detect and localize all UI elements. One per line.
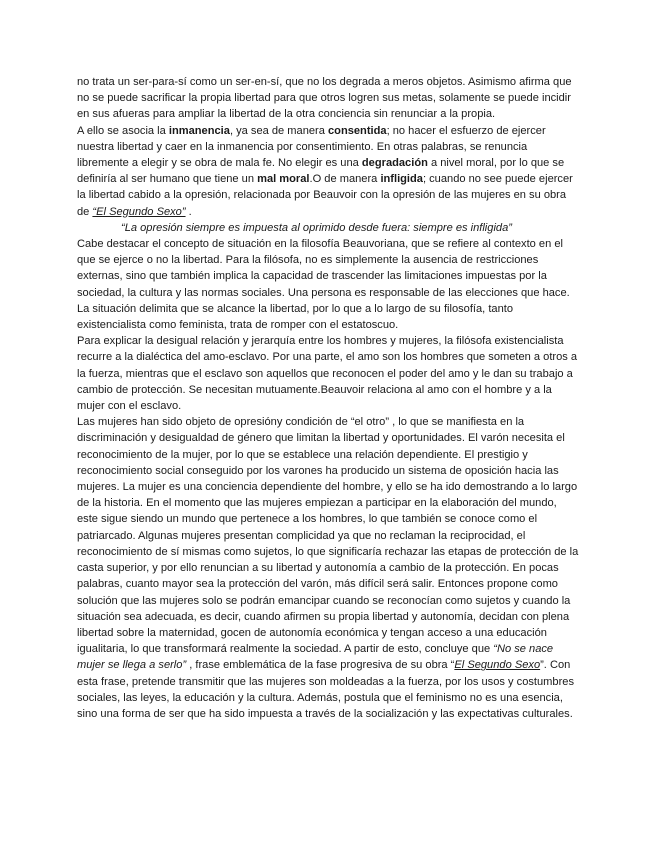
paragraph-inmanencia <box>77 123 579 220</box>
text-run: ”. Con esta frase, pretende transmitir que las mujeres son moldeadas a la fuerza, por los usos y costumbres sociales, las leyes, la educación y la cultura. Además, postula que el feminismo no es una esencia, sino una forma de ser que ha sido impuesta a través de la socialización y las expectativas culturales. <box>77 659 574 720</box>
text-run: , ya sea de manera <box>229 124 328 137</box>
work-title: El Segundo Sexo <box>454 659 541 672</box>
document-page <box>77 74 579 722</box>
paragraph-amo-esclavo <box>77 333 579 414</box>
paragraph-intro-text: no trata un ser-para-sí como un ser-en-sí, que no los degrada a meros objetos. Asimismo afirma que no se puede sacrificar la propia libertad para que otros logren sus metas, solamente se puede incidir en sus afueras para ampliar la libertad de la otra conciencia sin renunciar a la propia. <box>77 76 572 121</box>
paragraph-el-otro <box>77 414 579 722</box>
text-run: a nivel moral, por lo que se definiría al ser humano que tiene un <box>77 157 565 186</box>
work-title: “El Segundo Sexo” <box>92 205 186 218</box>
term-degradacion: degradación <box>361 157 428 170</box>
paragraph-situacion <box>77 236 579 333</box>
text-run: ; cuando no see puede ejercer la libertad cabido a la opresión, relacionada por Beauvoir con la opresión de las mujeres en su obra de <box>77 173 573 218</box>
paragraph-intro <box>77 74 579 123</box>
term-mal-moral: mal moral <box>257 173 310 186</box>
paragraph-situacion-text: Cabe destacar el concepto de situación en la filosofía Beauvoriana, que se refiere al contexto en el que se ejerce o no la libertad. Para la filósofa, no es simplemente la ausencia de restricciones externas, sino que también implica la capacidad de trascender las limitaciones impuestas por la sociedad, la cultura y las normas sociales. Una persona es responsable de las elecciones que hace. La situación delimita que se alcance la libertad, por lo que a lo largo de su filosofía, tanto existencialista como feminista, trata de romper con el estatoscuo. <box>77 238 570 332</box>
text-run: A ello se asocia la <box>77 124 169 137</box>
text-run: , frase emblemática de la fase progresiva de su obra “ <box>186 659 455 672</box>
block-quote: “La opresión siempre es impuesta al oprimido desde fuera: siempre es infligida” <box>121 221 512 234</box>
term-infligida: infligida <box>380 173 423 186</box>
paragraph-amo-esclavo-text: Para explicar la desigual relación y jerarquía entre los hombres y mujeres, la filósofa existencialista recurre a la dialéctica del amo-esclavo. Por una parte, el amo son los hombres que someten a otros a la fuerza, mientras que el esclavo son aquellos que reconocen el poder del amo y le dan su trabajo a cambio de protección. Se necesitan mutuamente.Beauvoir relaciona al amo con el hombre y a la mujer con el esclavo. <box>77 335 578 413</box>
quote-inline: “No se nace mujer se llega a serlo” <box>77 643 554 672</box>
term-inmanencia: inmanencia <box>168 124 230 137</box>
text-run: Las mujeres han sido objeto de opresióny condición de “el otro” , lo que se manifiesta en la discriminación y desigualdad de género que limitan la libertad y oportunidades. El varón necesita el reconocimiento de la mujer, por lo que se establece una relación dependiente. El prestigio y reconocimiento social conseguido por los varones ha producido un sistema de oposición hacia las mujeres. La mujer es una conciencia dependiente del hombre, y ello se ha ido demostrando a lo largo de la historia. En el momento que las mujeres empiezan a participar en la elaboración del mundo, este sigue siendo un mundo que pertenece a los hombres, lo que también se conoce como el patriarcado. Algunas mujeres presentan complicidad ya que no reclaman la reciprocidad, el reconocimiento de sí mismas como sujetos, lo que significaría rechazar las etapas de protección de la casta superior, y por ello renuncian a su libertad y autonomía a cambio de la protección. En pocas palabras, cuanto mayor sea la protección del varón, más difícil será salir. Entonces propone como solución que las mujeres solo se podrán emancipar cuando se reconocían como sujetos y cuando la situación sea adecuada, es decir, cuando afirmen su propia libertad y autonomía, decidan con plena libertad sobre la maternidad, gocen de autonomía económica y tengan acceso a una educación igualitaria, lo que transformará realmente la sociedad. A partir de esto, concluye que <box>77 416 579 656</box>
term-consentida: consentida <box>328 124 387 137</box>
text-run: . <box>185 205 192 218</box>
text-run: ; no hacer el esfuerzo de ejercer nuestra libertad y caer en la inmanencia por consentimiento. En otras palabras, se renuncia libremente a elegir y se obra de mala fe. No elegir es una <box>77 124 546 170</box>
text-run: .O de manera <box>309 173 381 186</box>
